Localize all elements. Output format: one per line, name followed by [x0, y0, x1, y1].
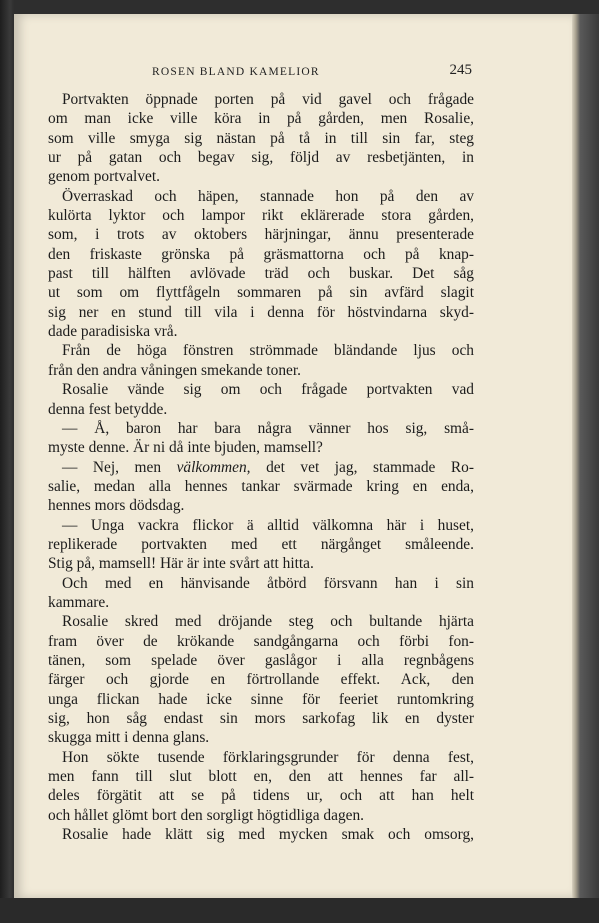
text-line: och hållet glömt bort den sorgligt högtidliga dagen. — [48, 806, 365, 824]
text-line: deles förgätit att se på tidens ur, och att han helt — [48, 787, 474, 805]
text-line: ur på gatan och begav sig, följd av resbetjänten, in — [48, 149, 474, 167]
page-header — [48, 62, 472, 82]
text-line: hennes mors dödsdag. — [48, 497, 185, 515]
text-line: replikerade portvakten med ett närgånget småleende. — [48, 535, 474, 553]
text-line: om man icke ville köra in på gården, men Rosalie, — [48, 110, 474, 128]
text-line: som, i trots av oktobers härjningar, ännu presenterade — [48, 226, 474, 244]
text-line: skugga mitt i denna glans. — [48, 729, 210, 747]
page-edge — [572, 14, 599, 923]
text-line: färger och gjorde en förtrollande effekt. Ack, den — [48, 671, 474, 689]
text-line: tänen, som spelade över gaslågor i alla regnbågens — [48, 651, 474, 669]
text-line: kulörta lyktor och lampor rikt eklärerade stora gården, — [48, 207, 474, 225]
text-line: men fann till slut blott en, den att hennes far all- — [48, 768, 474, 786]
text-line: denna fest betydde. — [48, 400, 168, 418]
text-line: past till hälften avlövade träd och buskar. Det såg — [48, 265, 474, 283]
text-line: Och med en hänvisande åtbörd försvann han i sin — [62, 574, 474, 592]
text-line: Rosalie skred med dröjande steg och bultande hjärta — [62, 613, 474, 631]
text-line: Hon sökte tusende förklaringsgrunder för denna fest, — [62, 748, 474, 766]
text-line: sig ner en stund till vila i denna för höstvindarna skyd- — [48, 303, 474, 321]
text-line: — Å, baron har bara några vänner hos sig, små- — [62, 419, 474, 437]
text-line: kammare. — [48, 593, 110, 611]
text-segment: — Nej, men — [62, 458, 177, 476]
text-segment: det vet jag, stammade Ro- — [250, 458, 474, 476]
text-line — [48, 458, 474, 477]
text-line: salie, medan alla hennes tankar svärmade kring en enda, — [48, 477, 474, 495]
text-line: dade paradisiska vrå. — [48, 323, 178, 341]
text-line: som ville smyga sig nästan på tå in till sin far, steg — [48, 129, 474, 147]
text-line: Portvakten öppnade porten på vid gavel och frågade — [62, 91, 474, 108]
text-line: fram över de krökande sandgångarna och förbi fon- — [48, 632, 474, 650]
text-line: Överraskad och häpen, stannade hon på den av — [62, 187, 474, 205]
text-line: — Unga vackra flickor ä alltid välkomna här i huset, — [62, 516, 474, 534]
text-line: ut som om flyttfågeln sommaren på sin avfärd slagit — [48, 284, 474, 302]
scan-background — [0, 898, 599, 923]
text-line: genom portvalvet. — [48, 168, 160, 186]
text-line: den friskaste grönska på gräsmattorna och på knap- — [48, 245, 474, 263]
text-line: från den andra våningen smekande toner. — [48, 361, 301, 379]
text-line: unga flickan hade icke sinne för feeriet runtomkring — [48, 690, 474, 708]
text-line: Stig på, mamsell! Här är inte svårt att hitta. — [48, 555, 314, 573]
emphasized-word: välkommen, — [176, 458, 251, 476]
text-line: Från de höga fönstren strömmade bländande ljus och — [62, 342, 474, 360]
page-number: 245 — [449, 62, 472, 78]
running-title: ROSEN BLAND KAMELIOR — [152, 66, 320, 78]
text-line: sig, hon såg endast sin mors sarkofag lik en dyster — [48, 710, 474, 727]
text-line: myste denne. Är ni då inte bjuden, mamsell? — [48, 439, 323, 457]
body-text — [48, 90, 474, 844]
text-line: Rosalie hade klätt sig med mycken smak och omsorg, — [62, 826, 474, 844]
text-line: Rosalie vände sig om och frågade portvakten vad — [62, 381, 474, 399]
